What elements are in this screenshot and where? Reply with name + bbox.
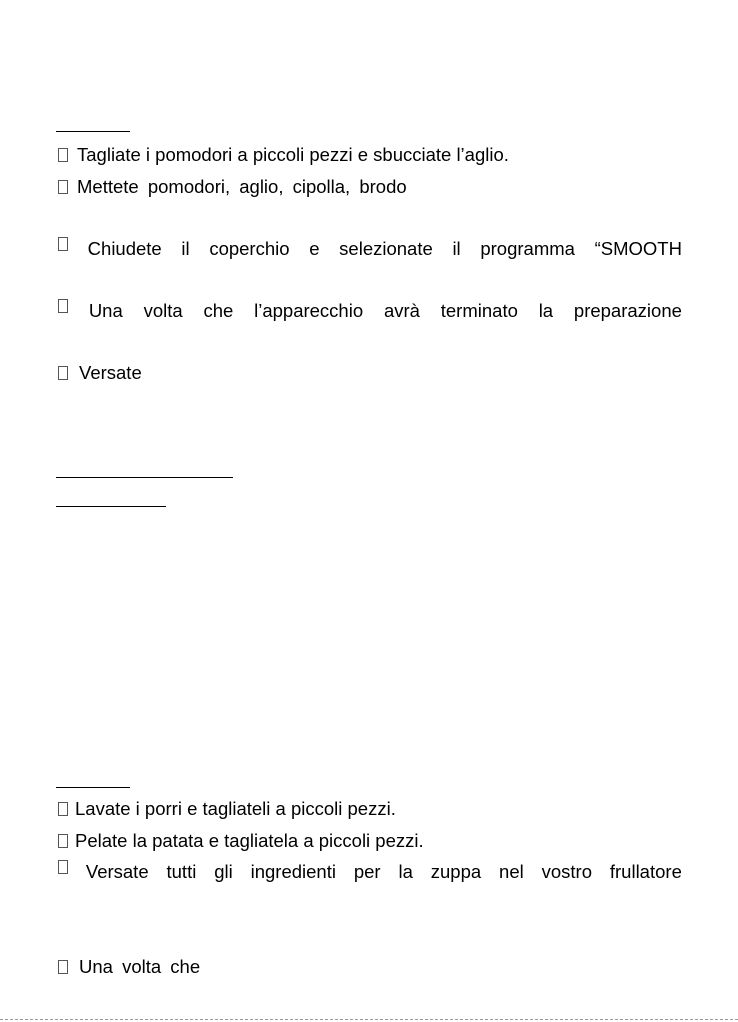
word: la [538, 300, 554, 321]
section2-procedure-underline [56, 787, 130, 788]
step-text: Pelate la patata e tagliatela a piccoli pezzi. [75, 830, 424, 851]
word: nel [499, 861, 524, 882]
word: l’apparecchio [254, 300, 364, 321]
step-1-5 [58, 361, 142, 385]
word: selezionate [339, 238, 433, 259]
step-1-4 [58, 299, 682, 323]
checkbox-square-icon [58, 237, 68, 251]
word: gli [214, 861, 233, 882]
section2-heading-underline-1 [56, 477, 233, 478]
section2-heading-underline-2 [56, 506, 166, 507]
step-text: Versate [79, 362, 142, 383]
word: preparazione [573, 300, 682, 321]
word: programma [480, 238, 575, 259]
step-1-3 [58, 237, 682, 261]
step-text: Tagliate i pomodori a piccoli pezzi e sbucciate l’aglio. [77, 144, 509, 165]
word: terminato [440, 300, 518, 321]
word: frullatore [609, 861, 682, 882]
word: volta [143, 300, 183, 321]
step-text: Mettete pomodori, aglio, cipolla, brodo [77, 176, 407, 197]
word: il [181, 238, 190, 259]
word: ingredienti [250, 861, 336, 882]
checkbox-square-icon [58, 148, 68, 162]
word: avrà [383, 300, 420, 321]
page-bottom-edge [0, 1019, 738, 1020]
step-2-4 [58, 955, 200, 979]
step-1-2 [58, 175, 407, 199]
checkbox-square-icon [58, 299, 68, 313]
word: vostro [541, 861, 592, 882]
word: per [353, 861, 381, 882]
checkbox-square-icon [58, 802, 68, 816]
word: Versate [85, 861, 149, 882]
word: il [452, 238, 461, 259]
section1-heading-underline [56, 131, 130, 132]
checkbox-square-icon [58, 960, 68, 974]
checkbox-square-icon [58, 834, 68, 848]
word: “SMOOTH [594, 238, 682, 259]
word: Una [88, 300, 123, 321]
word: coperchio [209, 238, 290, 259]
word: la [398, 861, 413, 882]
step-2-2 [58, 829, 424, 853]
step-2-1 [58, 797, 396, 821]
step-2-3 [58, 860, 682, 884]
checkbox-square-icon [58, 366, 68, 380]
word: e [309, 238, 320, 259]
checkbox-square-icon [58, 860, 68, 874]
word: che [203, 300, 234, 321]
word: zuppa [430, 861, 482, 882]
word: tutti [166, 861, 197, 882]
step-text: Una volta che [79, 956, 201, 977]
step-1-1 [58, 143, 509, 167]
step-text: Lavate i porri e tagliateli a piccoli pezzi. [75, 798, 396, 819]
checkbox-square-icon [58, 180, 68, 194]
word: Chiudete [87, 238, 162, 259]
